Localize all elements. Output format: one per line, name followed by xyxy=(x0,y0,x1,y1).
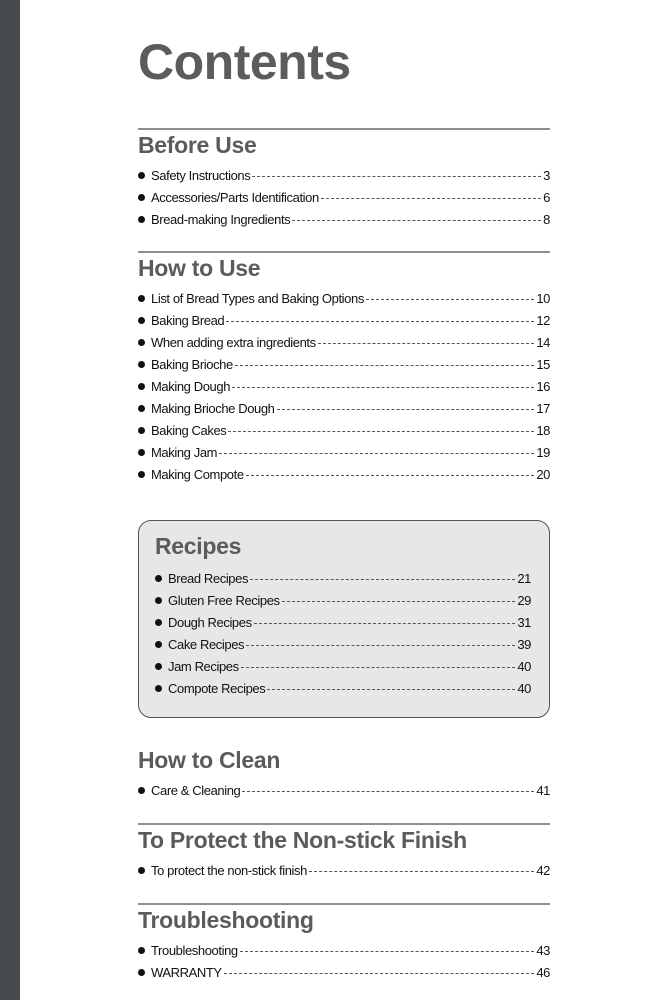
dot-leader xyxy=(246,475,535,476)
section-how-to-clean xyxy=(138,745,550,801)
dot-leader xyxy=(254,623,516,624)
bullet-icon xyxy=(155,685,162,692)
dot-leader xyxy=(292,220,541,221)
toc-entry-page-number: 20 xyxy=(536,466,550,482)
toc-entry-label: Making Jam xyxy=(151,444,218,460)
toc-list xyxy=(139,567,549,699)
toc-entry[interactable] xyxy=(138,309,550,331)
toc-entry-page-number: 41 xyxy=(536,782,550,798)
toc-entry-page-number: 21 xyxy=(517,570,531,586)
bullet-icon xyxy=(138,172,145,179)
toc-entry[interactable] xyxy=(155,567,531,589)
toc-entry-label: Baking Brioche xyxy=(151,356,233,372)
toc-entry-page-number: 40 xyxy=(517,658,531,674)
toc-entry[interactable] xyxy=(138,375,550,397)
bullet-icon xyxy=(138,216,145,223)
dot-leader xyxy=(242,791,534,792)
dot-leader xyxy=(232,387,534,388)
page-title: Contents xyxy=(138,34,351,90)
toc-entry[interactable] xyxy=(138,419,550,441)
toc-entry-label: Safety Instructions xyxy=(151,167,251,183)
section-title: How to Use xyxy=(138,255,261,281)
toc-entry-label: Baking Bread xyxy=(151,312,225,328)
section-divider xyxy=(138,903,550,905)
bullet-icon xyxy=(138,449,145,456)
toc-entry-page-number: 10 xyxy=(536,290,550,306)
toc-entry-label: Cake Recipes xyxy=(168,636,245,652)
toc-entry-label: Making Compote xyxy=(151,466,244,482)
toc-entry[interactable] xyxy=(138,859,550,881)
toc-entry-page-number: 8 xyxy=(543,211,550,227)
dot-leader xyxy=(235,365,534,366)
section-title: How to Clean xyxy=(138,747,281,773)
dot-leader xyxy=(366,299,534,300)
bullet-icon xyxy=(138,383,145,390)
toc-entry[interactable] xyxy=(155,677,531,699)
toc-list xyxy=(138,939,550,983)
toc-entry[interactable] xyxy=(155,633,531,655)
toc-entry-label: Bread Recipes xyxy=(168,570,249,586)
toc-entry-label: To protect the non-stick finish xyxy=(151,862,307,878)
section-divider xyxy=(138,251,550,253)
document-viewer-left-edge xyxy=(0,0,20,1000)
toc-entry[interactable] xyxy=(138,779,550,801)
section-how-to-use xyxy=(138,251,550,485)
dot-leader xyxy=(228,431,534,432)
toc-entry-page-number: 12 xyxy=(536,312,550,328)
toc-list xyxy=(138,287,550,485)
toc-entry-label: WARRANTY xyxy=(151,964,222,980)
dot-leader xyxy=(252,176,541,177)
toc-entry[interactable] xyxy=(138,961,550,983)
dot-leader xyxy=(282,601,516,602)
bullet-icon xyxy=(155,597,162,604)
toc-entry-page-number: 46 xyxy=(536,964,550,980)
bullet-icon xyxy=(138,317,145,324)
section-title: Troubleshooting xyxy=(138,907,314,933)
toc-entry-page-number: 3 xyxy=(543,167,550,183)
toc-entry-page-number: 16 xyxy=(536,378,550,394)
dot-leader xyxy=(240,951,535,952)
toc-entry-label: Care & Cleaning xyxy=(151,782,241,798)
toc-entry[interactable] xyxy=(155,655,531,677)
section-before-use xyxy=(138,128,550,230)
toc-entry-page-number: 17 xyxy=(536,400,550,416)
toc-entry-label: Gluten Free Recipes xyxy=(168,592,280,608)
toc-entry[interactable] xyxy=(138,463,550,485)
bullet-icon xyxy=(155,641,162,648)
bullet-icon xyxy=(138,787,145,794)
toc-entry[interactable] xyxy=(138,397,550,419)
dot-leader xyxy=(318,343,535,344)
toc-entry-label: Baking Cakes xyxy=(151,422,227,438)
toc-entry[interactable] xyxy=(138,331,550,353)
section-divider xyxy=(138,128,550,130)
toc-entry-page-number: 31 xyxy=(517,614,531,630)
bullet-icon xyxy=(138,471,145,478)
toc-entry-page-number: 42 xyxy=(536,862,550,878)
toc-entry[interactable] xyxy=(138,186,550,208)
bullet-icon xyxy=(138,339,145,346)
toc-entry[interactable] xyxy=(155,589,531,611)
section-divider xyxy=(138,823,550,825)
bullet-icon xyxy=(138,427,145,434)
toc-entry[interactable] xyxy=(138,353,550,375)
section-protect-finish xyxy=(138,823,550,881)
toc-entry[interactable] xyxy=(138,287,550,309)
section-title: To Protect the Non-stick Finish xyxy=(138,827,467,853)
bullet-icon xyxy=(138,295,145,302)
section-troubleshooting xyxy=(138,903,550,983)
toc-entry-label: Making Brioche Dough xyxy=(151,400,275,416)
toc-list xyxy=(138,164,550,230)
dot-leader xyxy=(226,321,534,322)
toc-entry-label: Making Dough xyxy=(151,378,231,394)
bullet-icon xyxy=(138,867,145,874)
toc-entry-page-number: 14 xyxy=(536,334,550,350)
toc-entry[interactable] xyxy=(138,208,550,230)
bullet-icon xyxy=(138,405,145,412)
dot-leader xyxy=(321,198,541,199)
toc-entry[interactable] xyxy=(138,164,550,186)
bullet-icon xyxy=(155,575,162,582)
dot-leader xyxy=(224,973,535,974)
toc-entry-label: List of Bread Types and Baking Options xyxy=(151,290,364,306)
bullet-icon xyxy=(155,663,162,670)
toc-entry-page-number: 40 xyxy=(517,680,531,696)
toc-entry-page-number: 6 xyxy=(543,189,550,205)
toc-entry-label: When adding extra ingredients xyxy=(151,334,316,350)
dot-leader xyxy=(267,689,515,690)
toc-entry-label: Compote Recipes xyxy=(168,680,266,696)
bullet-icon xyxy=(138,361,145,368)
toc-entry[interactable] xyxy=(155,611,531,633)
section-title: Before Use xyxy=(138,132,257,158)
bullet-icon xyxy=(138,969,145,976)
toc-entry-page-number: 39 xyxy=(517,636,531,652)
toc-entry-label: Dough Recipes xyxy=(168,614,252,630)
bullet-icon xyxy=(155,619,162,626)
toc-entry[interactable] xyxy=(138,441,550,463)
toc-entry[interactable] xyxy=(138,939,550,961)
section-title: Recipes xyxy=(155,533,242,559)
dot-leader xyxy=(241,667,516,668)
toc-list xyxy=(138,859,550,881)
toc-entry-page-number: 18 xyxy=(536,422,550,438)
dot-leader xyxy=(246,645,515,646)
dot-leader xyxy=(309,871,534,872)
dot-leader xyxy=(219,453,534,454)
toc-entry-page-number: 19 xyxy=(536,444,550,460)
toc-entry-label: Troubleshooting xyxy=(151,942,238,958)
toc-entry-label: Bread-making Ingredients xyxy=(151,211,291,227)
bullet-icon xyxy=(138,947,145,954)
toc-list xyxy=(138,779,550,801)
dot-leader xyxy=(277,409,535,410)
toc-entry-page-number: 29 xyxy=(517,592,531,608)
toc-entry-label: Jam Recipes xyxy=(168,658,239,674)
toc-entry-label: Accessories/Parts Identification xyxy=(151,189,319,205)
toc-entry-page-number: 43 xyxy=(536,942,550,958)
bullet-icon xyxy=(138,194,145,201)
dot-leader xyxy=(250,579,515,580)
toc-entry-page-number: 15 xyxy=(536,356,550,372)
section-recipes xyxy=(138,520,550,718)
